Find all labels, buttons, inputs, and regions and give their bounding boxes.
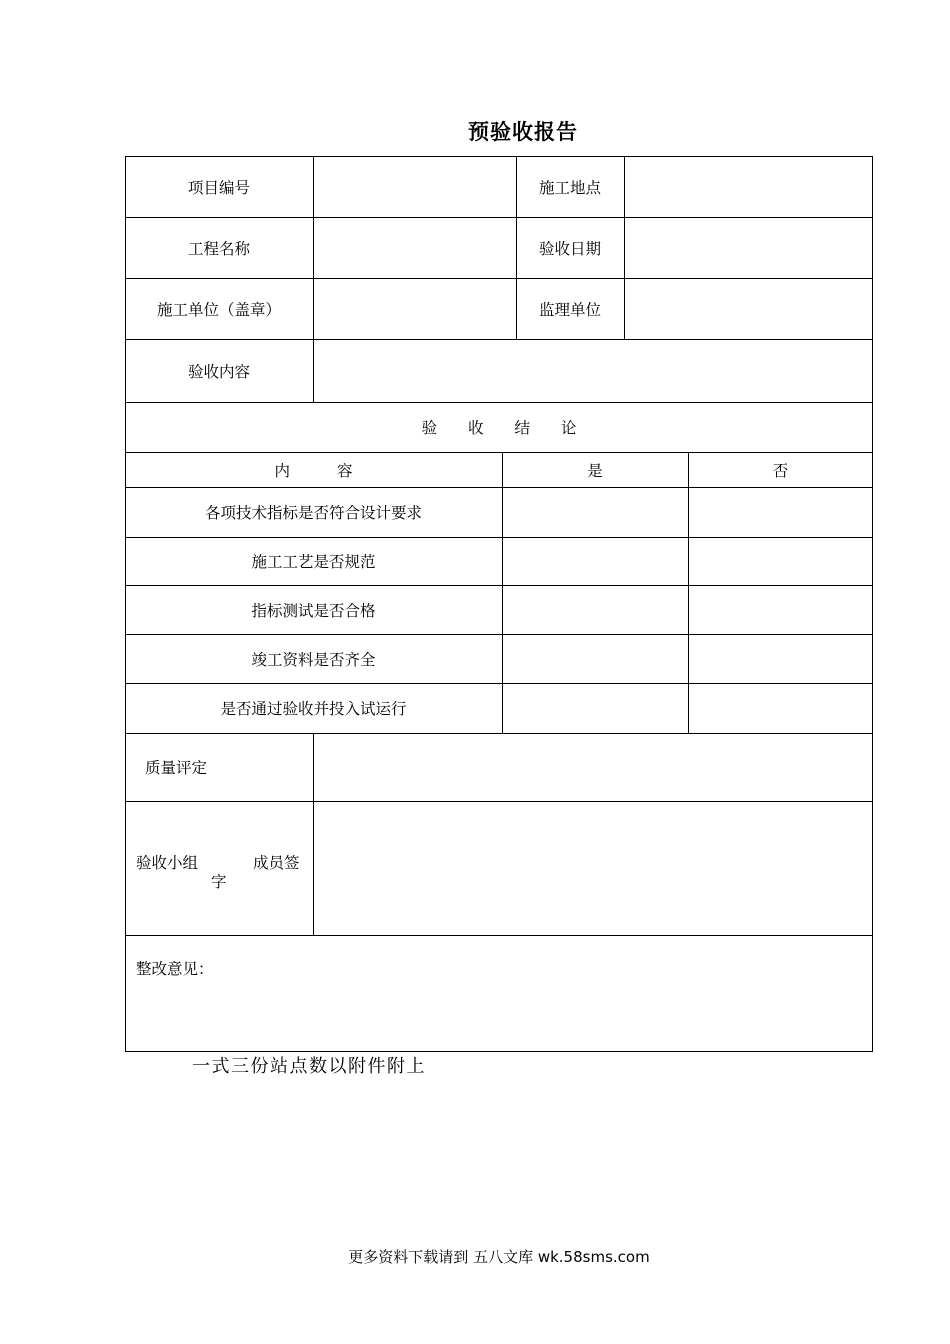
check-item: 竣工资料是否齐全 bbox=[251, 650, 376, 669]
contractor-label: 施工单位（盖章） bbox=[156, 300, 281, 319]
quality-label: 质量评定 bbox=[145, 759, 208, 777]
check-no-cell[interactable] bbox=[688, 683, 873, 733]
rectify-value[interactable] bbox=[125, 980, 873, 1050]
signature-line1-right: 成员签 bbox=[253, 854, 300, 872]
col-yes-header: 是 bbox=[587, 461, 603, 480]
check-yes-cell[interactable] bbox=[502, 487, 688, 537]
signature-label bbox=[125, 801, 313, 935]
check-item: 各项技术指标是否符合设计要求 bbox=[204, 504, 422, 522]
divider bbox=[125, 935, 873, 936]
supervisor-value[interactable] bbox=[624, 278, 873, 339]
check-no-cell[interactable] bbox=[688, 585, 873, 634]
check-no-cell[interactable] bbox=[688, 634, 873, 683]
check-yes-cell[interactable] bbox=[502, 585, 688, 634]
project-no-value[interactable] bbox=[313, 156, 516, 217]
col-no-header: 否 bbox=[772, 461, 789, 480]
check-yes-cell[interactable] bbox=[502, 634, 688, 683]
content-value[interactable] bbox=[313, 339, 873, 402]
supervisor-label: 监理单位 bbox=[538, 300, 601, 319]
project-name-value[interactable] bbox=[313, 217, 516, 278]
check-yes-cell[interactable] bbox=[502, 537, 688, 585]
col-content-header: 内 容 bbox=[274, 461, 353, 480]
site-label: 施工地点 bbox=[538, 178, 601, 197]
conclusion-header: 验 收 结 论 bbox=[421, 419, 577, 437]
signature-line2: 字 bbox=[211, 873, 227, 891]
rectify-label: 整改意见： bbox=[136, 960, 214, 978]
page-title: 预验收报告 bbox=[468, 119, 578, 144]
content-label: 验收内容 bbox=[187, 362, 250, 381]
copies-note: 一式三份站点数以附件附上 bbox=[192, 1056, 426, 1077]
signature-line1-left: 验收小组 bbox=[136, 854, 199, 872]
check-yes-cell[interactable] bbox=[502, 683, 688, 733]
check-no-cell[interactable] bbox=[688, 537, 873, 585]
footer-text: 更多资料下载请到 五八文库 wk.58sms.com bbox=[348, 1248, 650, 1266]
contractor-value[interactable] bbox=[313, 278, 516, 339]
quality-value[interactable] bbox=[313, 733, 873, 801]
check-item: 是否通过验收并投入试运行 bbox=[220, 700, 407, 718]
check-item: 指标测试是否合格 bbox=[251, 601, 376, 620]
date-label: 验收日期 bbox=[538, 239, 601, 258]
site-value[interactable] bbox=[624, 156, 873, 217]
project-name-label: 工程名称 bbox=[187, 239, 250, 258]
project-no-label: 项目编号 bbox=[187, 178, 250, 197]
check-no-cell[interactable] bbox=[688, 487, 873, 537]
check-item: 施工工艺是否规范 bbox=[251, 553, 376, 571]
signature-value[interactable] bbox=[313, 801, 873, 935]
date-value[interactable] bbox=[624, 217, 873, 278]
